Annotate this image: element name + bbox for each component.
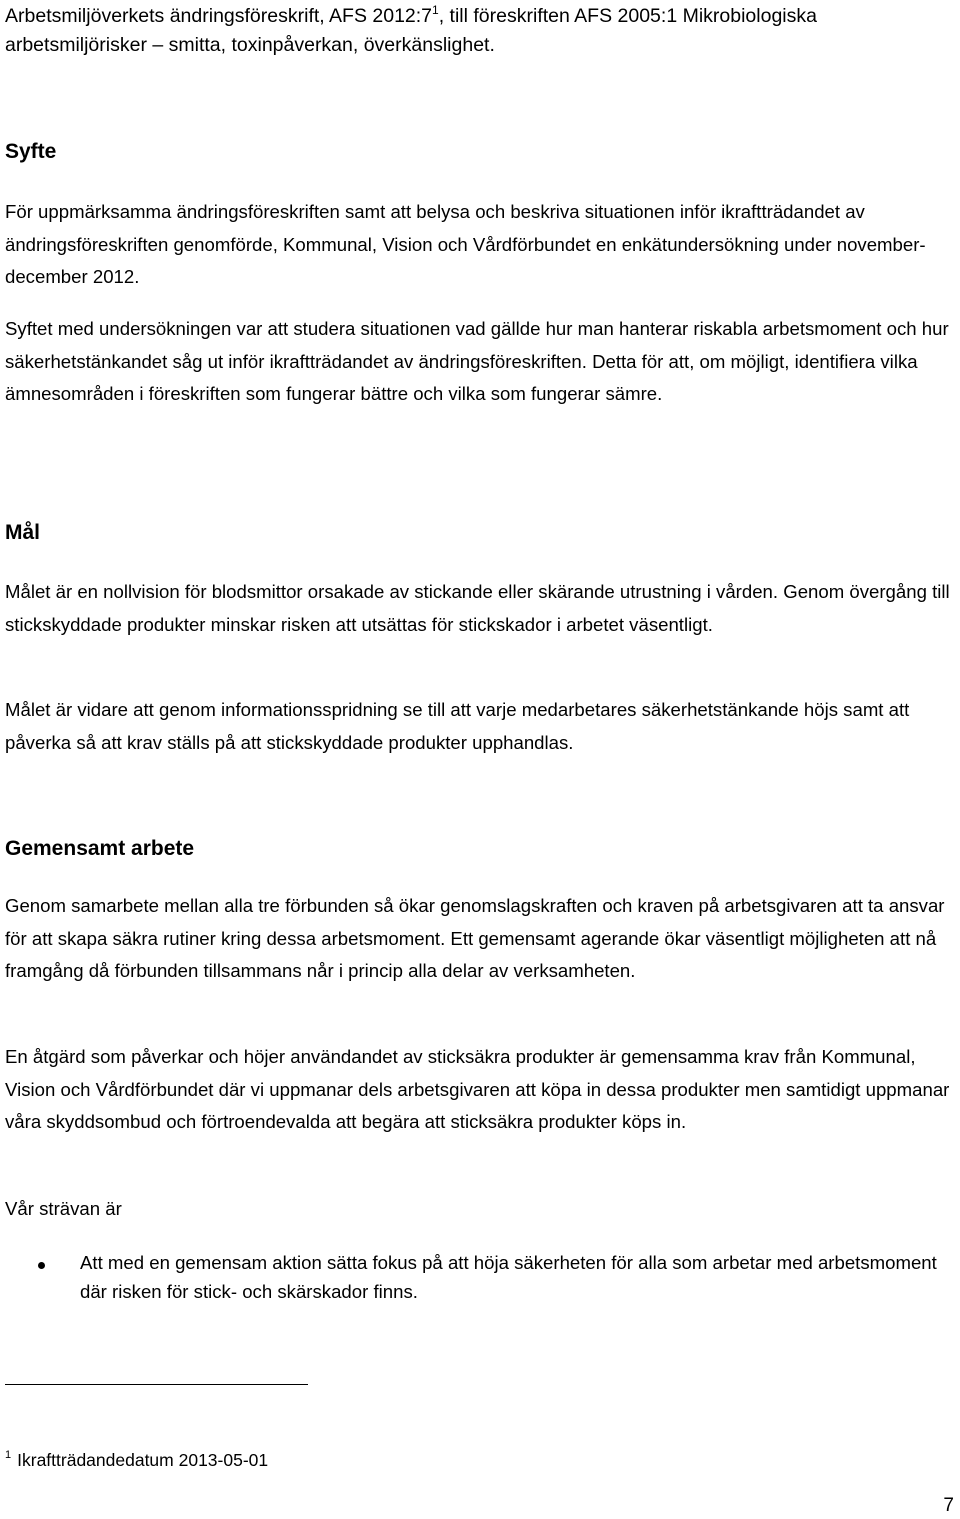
bullet-point-icon bbox=[38, 1262, 45, 1269]
footnote-reference[interactable]: 1 bbox=[432, 3, 439, 17]
section-heading-syfte: Syfte bbox=[5, 140, 57, 163]
bullet-item: Att med en gemensam aktion sätta fokus på att höja säkerheten för alla som arbetar med arbetsmoment där risken för stick- och skärskador finns. bbox=[80, 1252, 937, 1302]
intro-text: Arbetsmiljöverkets ändringsföreskrift, AFS 2012:7 bbox=[5, 5, 433, 27]
syfte-paragraph-2: Syftet med undersökningen var att studera situationen vad gällde hur man hanterar riskabla arbetsmoment och hur säkerhetstänkandet såg ut inför ikraftträdandet av ändringsföreskriften. Detta för att, om möjligt, identifiera vilka ämnesområden i föreskriften som fungerar bättre och vilka som fungerar sämre. bbox=[5, 318, 949, 404]
footnote-separator bbox=[5, 1384, 308, 1385]
section-heading-gemensamt-arbete: Gemensamt arbete bbox=[5, 837, 195, 860]
intro-paragraph bbox=[5, 2, 955, 60]
intro-text-continued: , till föreskriften AFS 2005:1 Mikrobiologiska arbetsmiljörisker – smitta, toxinpåverkan, överkänslighet. bbox=[5, 5, 817, 56]
footnote-number: 1 bbox=[5, 1449, 12, 1461]
gemensamt-paragraph-2: En åtgärd som påverkar och höjer användandet av sticksäkra produkter är gemensamma krav från Kommunal, Vision och Vårdförbundet där vi uppmanar dels arbetsgivaren att köpa in dessa produkter men samtidigt uppmanar våra skyddsombud och förtroendevalda att begära att sticksäkra produkter köps in. bbox=[5, 1046, 950, 1132]
section-heading-mal: Mål bbox=[5, 521, 41, 544]
gemensamt-paragraph-3: Vår strävan är bbox=[5, 1198, 122, 1219]
mal-paragraph-2: Målet är vidare att genom informationsspridning se till att varje medarbetares säkerhetstänkande höjs samt att påverka så att krav ställs på att stickskyddade produkter upphandlas. bbox=[5, 699, 910, 753]
gemensamt-paragraph-1: Genom samarbete mellan alla tre förbunden så ökar genomslagskraften och kraven på arbetsgivaren att ta ansvar för att skapa säkra rutiner kring dessa arbetsmoment. Ett gemensamt agerande ökar väsentligt möjligheten att nå framgång då förbunden tillsammans når i princip alla delar av verksamheten. bbox=[5, 895, 945, 981]
footnote-text: Ikraftträdandedatum 2013-05-01 bbox=[17, 1450, 269, 1470]
page-number: 7 bbox=[943, 1495, 954, 1516]
footnote bbox=[5, 1450, 268, 1471]
syfte-paragraph-1: För uppmärksamma ändringsföreskriften samt att belysa och beskriva situationen inför ikraftträdandet av ändringsföreskriften genomförde, Kommunal, Vision och Vårdförbundet en enkätundersökning under november-december 2012. bbox=[5, 201, 926, 287]
mal-paragraph-1: Målet är en nollvision för blodsmittor orsakade av stickande eller skärande utrustning i vården. Genom övergång till stickskyddade produkter minskar risken att utsättas för stickskador i arbetet väsentligt. bbox=[5, 581, 950, 635]
